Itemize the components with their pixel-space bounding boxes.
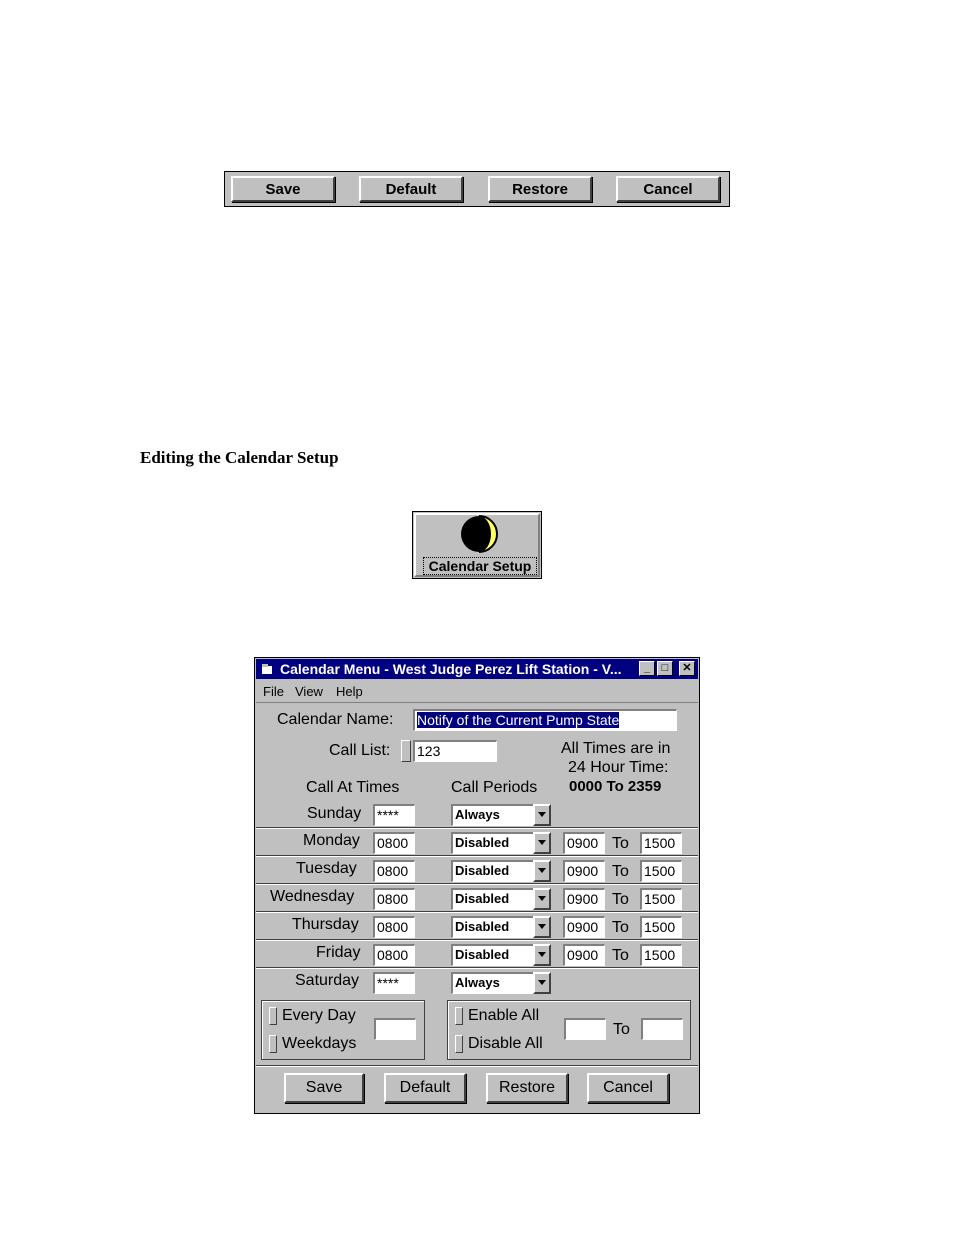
menu-bar	[256, 680, 698, 703]
to-friday[interactable]: 1500	[640, 944, 682, 966]
footer-separator	[256, 1065, 698, 1067]
chevron-down-icon[interactable]	[533, 804, 551, 826]
to-label: To	[612, 891, 629, 908]
to-label: To	[612, 835, 629, 852]
window-title: Calendar Menu - West Judge Perez Lift Station - V...	[280, 661, 622, 677]
weekdays-toggle[interactable]	[269, 1035, 277, 1053]
calendar-setup-label: Calendar Setup	[423, 557, 537, 575]
call-at-friday[interactable]: 0800	[373, 944, 415, 966]
call-at-wednesday[interactable]: 0800	[373, 888, 415, 910]
call-at-tuesday[interactable]: 0800	[373, 860, 415, 882]
row-separator	[256, 967, 698, 969]
day-label-wednesday: Wednesday	[270, 888, 355, 905]
call-at-sunday[interactable]: ****	[373, 804, 415, 826]
window-default-button[interactable]: Default	[384, 1073, 466, 1103]
title-bar[interactable]	[256, 659, 698, 679]
cancel-button[interactable]: Cancel	[616, 176, 720, 202]
bulk-to-label: To	[613, 1021, 630, 1038]
call-periods-header: Call Periods	[451, 779, 538, 796]
menu-help[interactable]: Help	[336, 684, 363, 699]
app-icon	[261, 663, 273, 675]
day-label-sunday: Sunday	[307, 805, 362, 822]
window-cancel-button[interactable]: Cancel	[587, 1073, 669, 1103]
period-friday[interactable]	[451, 944, 551, 966]
calendar-name-value: Notify of the Current Pump State	[417, 712, 620, 728]
calendar-name-label: Calendar Name:	[277, 711, 394, 728]
to-thursday[interactable]: 1500	[640, 916, 682, 938]
calendar-name-input[interactable]	[413, 709, 677, 731]
to-monday[interactable]: 1500	[640, 832, 682, 854]
period-thursday[interactable]	[451, 916, 551, 938]
row-separator	[256, 827, 698, 829]
chevron-down-icon[interactable]	[533, 916, 551, 938]
to-wednesday[interactable]: 1500	[640, 888, 682, 910]
section-heading: Editing the Calendar Setup	[140, 448, 339, 467]
menu-view[interactable]: View	[295, 684, 323, 699]
chevron-down-icon[interactable]	[533, 972, 551, 994]
period-sunday[interactable]	[451, 804, 551, 826]
restore-button[interactable]: Restore	[488, 176, 592, 202]
period-sunday-value: Always	[451, 804, 533, 826]
bulk-from-input[interactable]	[564, 1018, 606, 1040]
to-tuesday[interactable]: 1500	[640, 860, 682, 882]
enable-all-label: Enable All	[468, 1007, 540, 1024]
day-label-tuesday: Tuesday	[296, 860, 357, 877]
from-tuesday[interactable]: 0900	[563, 860, 605, 882]
bulk-time-input[interactable]	[374, 1018, 416, 1040]
row-separator	[256, 939, 698, 941]
row-separator	[256, 855, 698, 857]
top-button-bar	[224, 171, 730, 207]
period-thursday-value: Disabled	[451, 916, 533, 938]
calendar-setup-button[interactable]	[412, 511, 542, 579]
row-separator	[256, 883, 698, 885]
moon-icon	[457, 515, 501, 555]
weekdays-label: Weekdays	[282, 1035, 357, 1052]
time-note-line-3: 0000 To 2359	[569, 778, 662, 795]
calendar-menu-window	[254, 657, 700, 1114]
save-button[interactable]: Save	[231, 176, 335, 202]
from-wednesday[interactable]: 0900	[563, 888, 605, 910]
to-label: To	[612, 863, 629, 880]
chevron-down-icon[interactable]	[533, 832, 551, 854]
close-icon[interactable]: ✕	[679, 661, 695, 676]
every-day-toggle[interactable]	[269, 1007, 277, 1025]
period-friday-value: Disabled	[451, 944, 533, 966]
chevron-down-icon[interactable]	[533, 944, 551, 966]
day-label-thursday: Thursday	[292, 916, 359, 933]
chevron-down-icon[interactable]	[533, 888, 551, 910]
time-note-line-2: 24 Hour Time:	[568, 759, 669, 776]
call-at-monday[interactable]: 0800	[373, 832, 415, 854]
call-list-label: Call List:	[329, 742, 391, 759]
minimize-icon[interactable]: _	[639, 661, 655, 676]
every-day-label: Every Day	[282, 1007, 356, 1024]
row-separator	[256, 911, 698, 913]
period-tuesday[interactable]	[451, 860, 551, 882]
disable-all-label: Disable All	[468, 1035, 543, 1052]
day-label-monday: Monday	[303, 832, 360, 849]
period-wednesday[interactable]	[451, 888, 551, 910]
chevron-down-icon[interactable]	[533, 860, 551, 882]
from-thursday[interactable]: 0900	[563, 916, 605, 938]
default-button[interactable]: Default	[359, 176, 463, 202]
to-label: To	[612, 947, 629, 964]
day-label-friday: Friday	[316, 944, 361, 961]
enable-all-toggle[interactable]	[455, 1007, 463, 1025]
from-monday[interactable]: 0900	[563, 832, 605, 854]
call-list-button[interactable]	[401, 740, 411, 762]
window-save-button[interactable]: Save	[284, 1073, 364, 1103]
call-at-thursday[interactable]: 0800	[373, 916, 415, 938]
call-at-times-header: Call At Times	[306, 779, 400, 796]
period-monday-value: Disabled	[451, 832, 533, 854]
call-list-input[interactable]: 123	[413, 740, 497, 762]
to-label: To	[612, 919, 629, 936]
from-friday[interactable]: 0900	[563, 944, 605, 966]
maximize-icon[interactable]: □	[657, 661, 673, 676]
period-tuesday-value: Disabled	[451, 860, 533, 882]
bulk-to-input[interactable]	[641, 1018, 683, 1040]
period-monday[interactable]	[451, 832, 551, 854]
disable-all-toggle[interactable]	[455, 1035, 463, 1053]
call-at-saturday[interactable]: ****	[373, 972, 415, 994]
calendar-setup-button-face	[414, 513, 540, 577]
menu-file[interactable]: File	[263, 684, 284, 699]
period-wednesday-value: Disabled	[451, 888, 533, 910]
window-restore-button[interactable]: Restore	[486, 1073, 568, 1103]
period-saturday[interactable]	[451, 972, 551, 994]
time-note-line-1: All Times are in	[561, 740, 671, 757]
period-saturday-value: Always	[451, 972, 533, 994]
day-label-saturday: Saturday	[295, 972, 360, 989]
